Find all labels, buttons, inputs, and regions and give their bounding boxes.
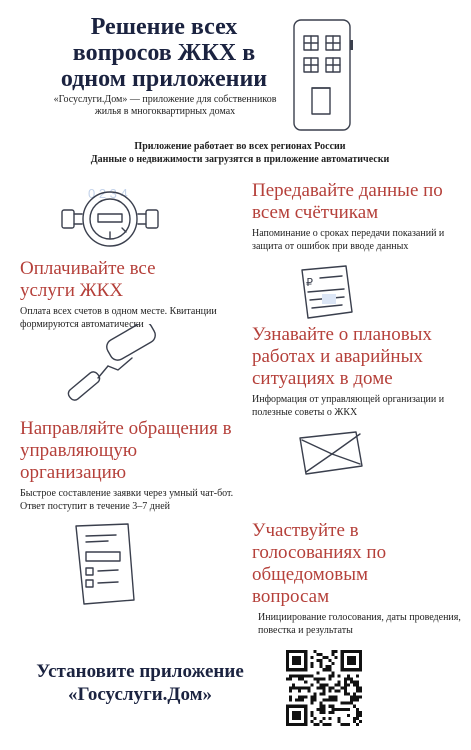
receipt-ruble-sign: ₽: [306, 276, 313, 289]
regions-line-2: Данные о недвижимости загрузятся в приложение автоматически: [90, 154, 390, 165]
regions-info: [60, 140, 420, 166]
form-icon: [72, 520, 142, 606]
feature-voting-title: Участвуйте в голосованиях по общедомовым вопросам: [252, 520, 387, 607]
water-meter-icon: [60, 182, 170, 252]
qr-code[interactable]: [286, 650, 362, 726]
feature-works-desc: Информация от управляющей организации и полезные советы о ЖКХ: [252, 394, 445, 418]
feature-meters-desc: Напоминание о сроках передачи показаний и защита от ошибок при вводе данных: [252, 228, 445, 252]
feature-payments-title: Оплачивайте все услуги ЖКХ: [20, 258, 156, 301]
feature-payments: [20, 258, 260, 331]
receipt-icon: [296, 262, 356, 322]
feature-voting-desc: Инициирование голосования, даты проведения, повестка и результаты: [258, 612, 461, 636]
install-call-to-action: Установите приложение «Госуслуги.Дом»: [36, 661, 244, 705]
phone-building-icon: [288, 16, 360, 134]
regions-line-1: Приложение работает во всех регионах России: [134, 141, 346, 152]
envelope-icon: [290, 418, 370, 480]
app-subtitle: «Госуслуги.Дом» — приложение для собственников жилья в многоквартирных домах: [53, 94, 277, 117]
feature-requests: [20, 418, 260, 513]
feature-requests-desc: Быстрое составление заявки через умный чат-бот. Ответ поступит в течение 3–7 дней: [20, 488, 234, 512]
page-title: Решение всех вопросов ЖКХ в одном приложении: [60, 14, 268, 92]
feature-meters-title: Передавайте данные по всем счётчикам: [252, 180, 443, 223]
feature-payments-desc: Оплата всех счетов в одном месте. Квитанции формируются автоматически: [20, 306, 217, 330]
feature-requests-title: Направляйте обращения в управляющую организацию: [20, 418, 232, 483]
feature-works-title: Узнавайте о плановых работах и аварийных ситуациях в доме: [252, 324, 432, 389]
feature-voting: [252, 520, 462, 637]
paint-roller-icon: [62, 324, 162, 414]
feature-works: [252, 324, 462, 419]
meter-digits: 0 2 3 4: [88, 186, 128, 201]
feature-meters: [252, 180, 462, 253]
